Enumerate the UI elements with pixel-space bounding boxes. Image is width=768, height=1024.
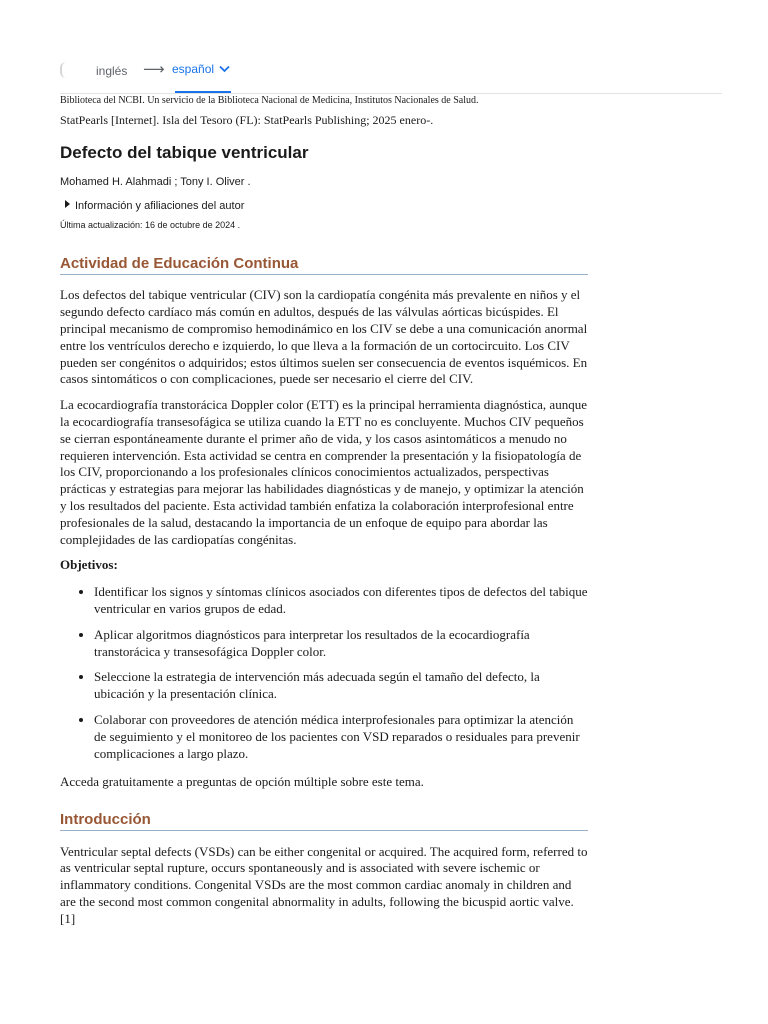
author-info-label: Información y afiliaciones del autor [75, 200, 245, 212]
objectives-label: Objetivos: [60, 557, 118, 573]
access-link-paragraph [60, 774, 588, 791]
ncbi-line: Biblioteca del NCBI. Un servicio de la Biblioteca Nacional de Medicina, Institutos Nacionales de Salud. [60, 95, 479, 106]
reference-link[interactable]: [1] [60, 910, 76, 926]
intro-paragraph [60, 844, 588, 928]
cme-paragraph-1: Los defectos del tabique ventricular (CIV) son la cardiopatía congénita más prevalente en niños y el segundo defecto cardíaco más común en adultos, después de las válvulas aórticas bicúspides. El principal mecanismo de compromiso hemodinámico en los CIV se debe a una comunicación anormal entre los ventrículos derecho e izquierdo, lo que lleva a la formación de un cortocircuito. Los CIV pueden ser congénitos o adquiridos; estos últimos suelen ser consecuencia de eventos isquémicos. En casos sintomáticos o con complicaciones, puede ser necesario el cierre del CIV. [60, 287, 588, 387]
author-separator: ; [171, 176, 181, 188]
translate-bar-divider [60, 93, 722, 94]
author-link[interactable]: Tony I. Oliver [180, 176, 245, 188]
list-item: • Aplicar algoritmos diagnósticos para interpretar los resultados de la ecocardiografía transtorácica y transesofágica Doppler color. [94, 627, 588, 661]
main-content [60, 95, 588, 928]
source-language-label[interactable]: inglés [96, 64, 128, 78]
translate-bar [0, 0, 768, 94]
objectives-list [60, 584, 588, 762]
cme-heading: Actividad de Educación Continua [60, 255, 588, 275]
target-language-label: español [172, 62, 215, 76]
last-updated: Última actualización: 16 de octubre de 2024 . [60, 220, 241, 230]
page-title: Defecto del tabique ventricular [60, 143, 309, 162]
authors [60, 175, 588, 189]
list-item: • Seleccione la estrategia de intervención más adecuada según el tamaño del defecto, la ubicación y la presentación clínica. [94, 669, 588, 703]
intro-text: Ventricular septal defects (VSDs) can be either congenital or acquired. The acquired form, referred to as ventricular septal rupture, occurs spontaneously and is associated with severe ischemic or inflammatory conditions. Congenital VSDs are the most common cardiac anomaly in children and are the second most common congenital abnormality in adults, following the bicuspid aortic valve. [60, 843, 588, 909]
list-item: • Colaborar con proveedores de atención médica interprofesionales para optimizar la atención de seguimiento y el monitoreo de los pacientes con VSD reparados o residuales para prevenir complicaciones a largo plazo. [94, 712, 588, 762]
book-citation: StatPearls [Internet]. Isla del Tesoro (FL): StatPearls Publishing; 2025 enero-. [60, 113, 434, 127]
list-item: • Identificar los signos y síntomas clínicos asociados con diferentes tipos de defectos del tabique ventricular en varios grupos de edad. [94, 584, 588, 618]
access-questions-link[interactable]: Acceda gratuitamente a preguntas de opción múltiple sobre este tema. [60, 774, 424, 790]
author-link[interactable]: Mohamed H. Alahmadi [60, 176, 172, 188]
cme-paragraph-2: La ecocardiografía transtorácica Doppler color (ETT) es la principal herramienta diagnóstica, aunque la ecocardiografía transesofágica se utiliza cuando la ETT no es concluyente. Muchos CIV pequeños se cierran espontáneamente durante el primer año de vida, y los casos asintomáticos a menudo no requieren intervención. Esta actividad se centra en comprender la presentación y la fisiopatología de los CIV, proporcionando a los profesionales clínicos conocimientos actualizados, perspectivas prácticas y estrategias para mejorar las habilidades diagnósticas y de manejo, y optimizar la atención y los resultados del paciente. Esta actividad también enfatiza la colaboración interprofesional entre profesionales de la salud, destacando la importancia de un enfoque de equipo para abordar las complejidades de las cardiopatías congénitas. [60, 397, 587, 547]
chevron-down-icon [219, 65, 230, 73]
target-language-dropdown[interactable] [172, 62, 230, 92]
author-info-toggle[interactable] [60, 199, 588, 213]
translate-logo-icon [60, 62, 72, 78]
triangle-right-icon [65, 200, 70, 208]
author-end: . [244, 176, 251, 188]
intro-heading: Introducción [60, 811, 588, 831]
arrow-right-icon: ⟶ [143, 60, 165, 78]
